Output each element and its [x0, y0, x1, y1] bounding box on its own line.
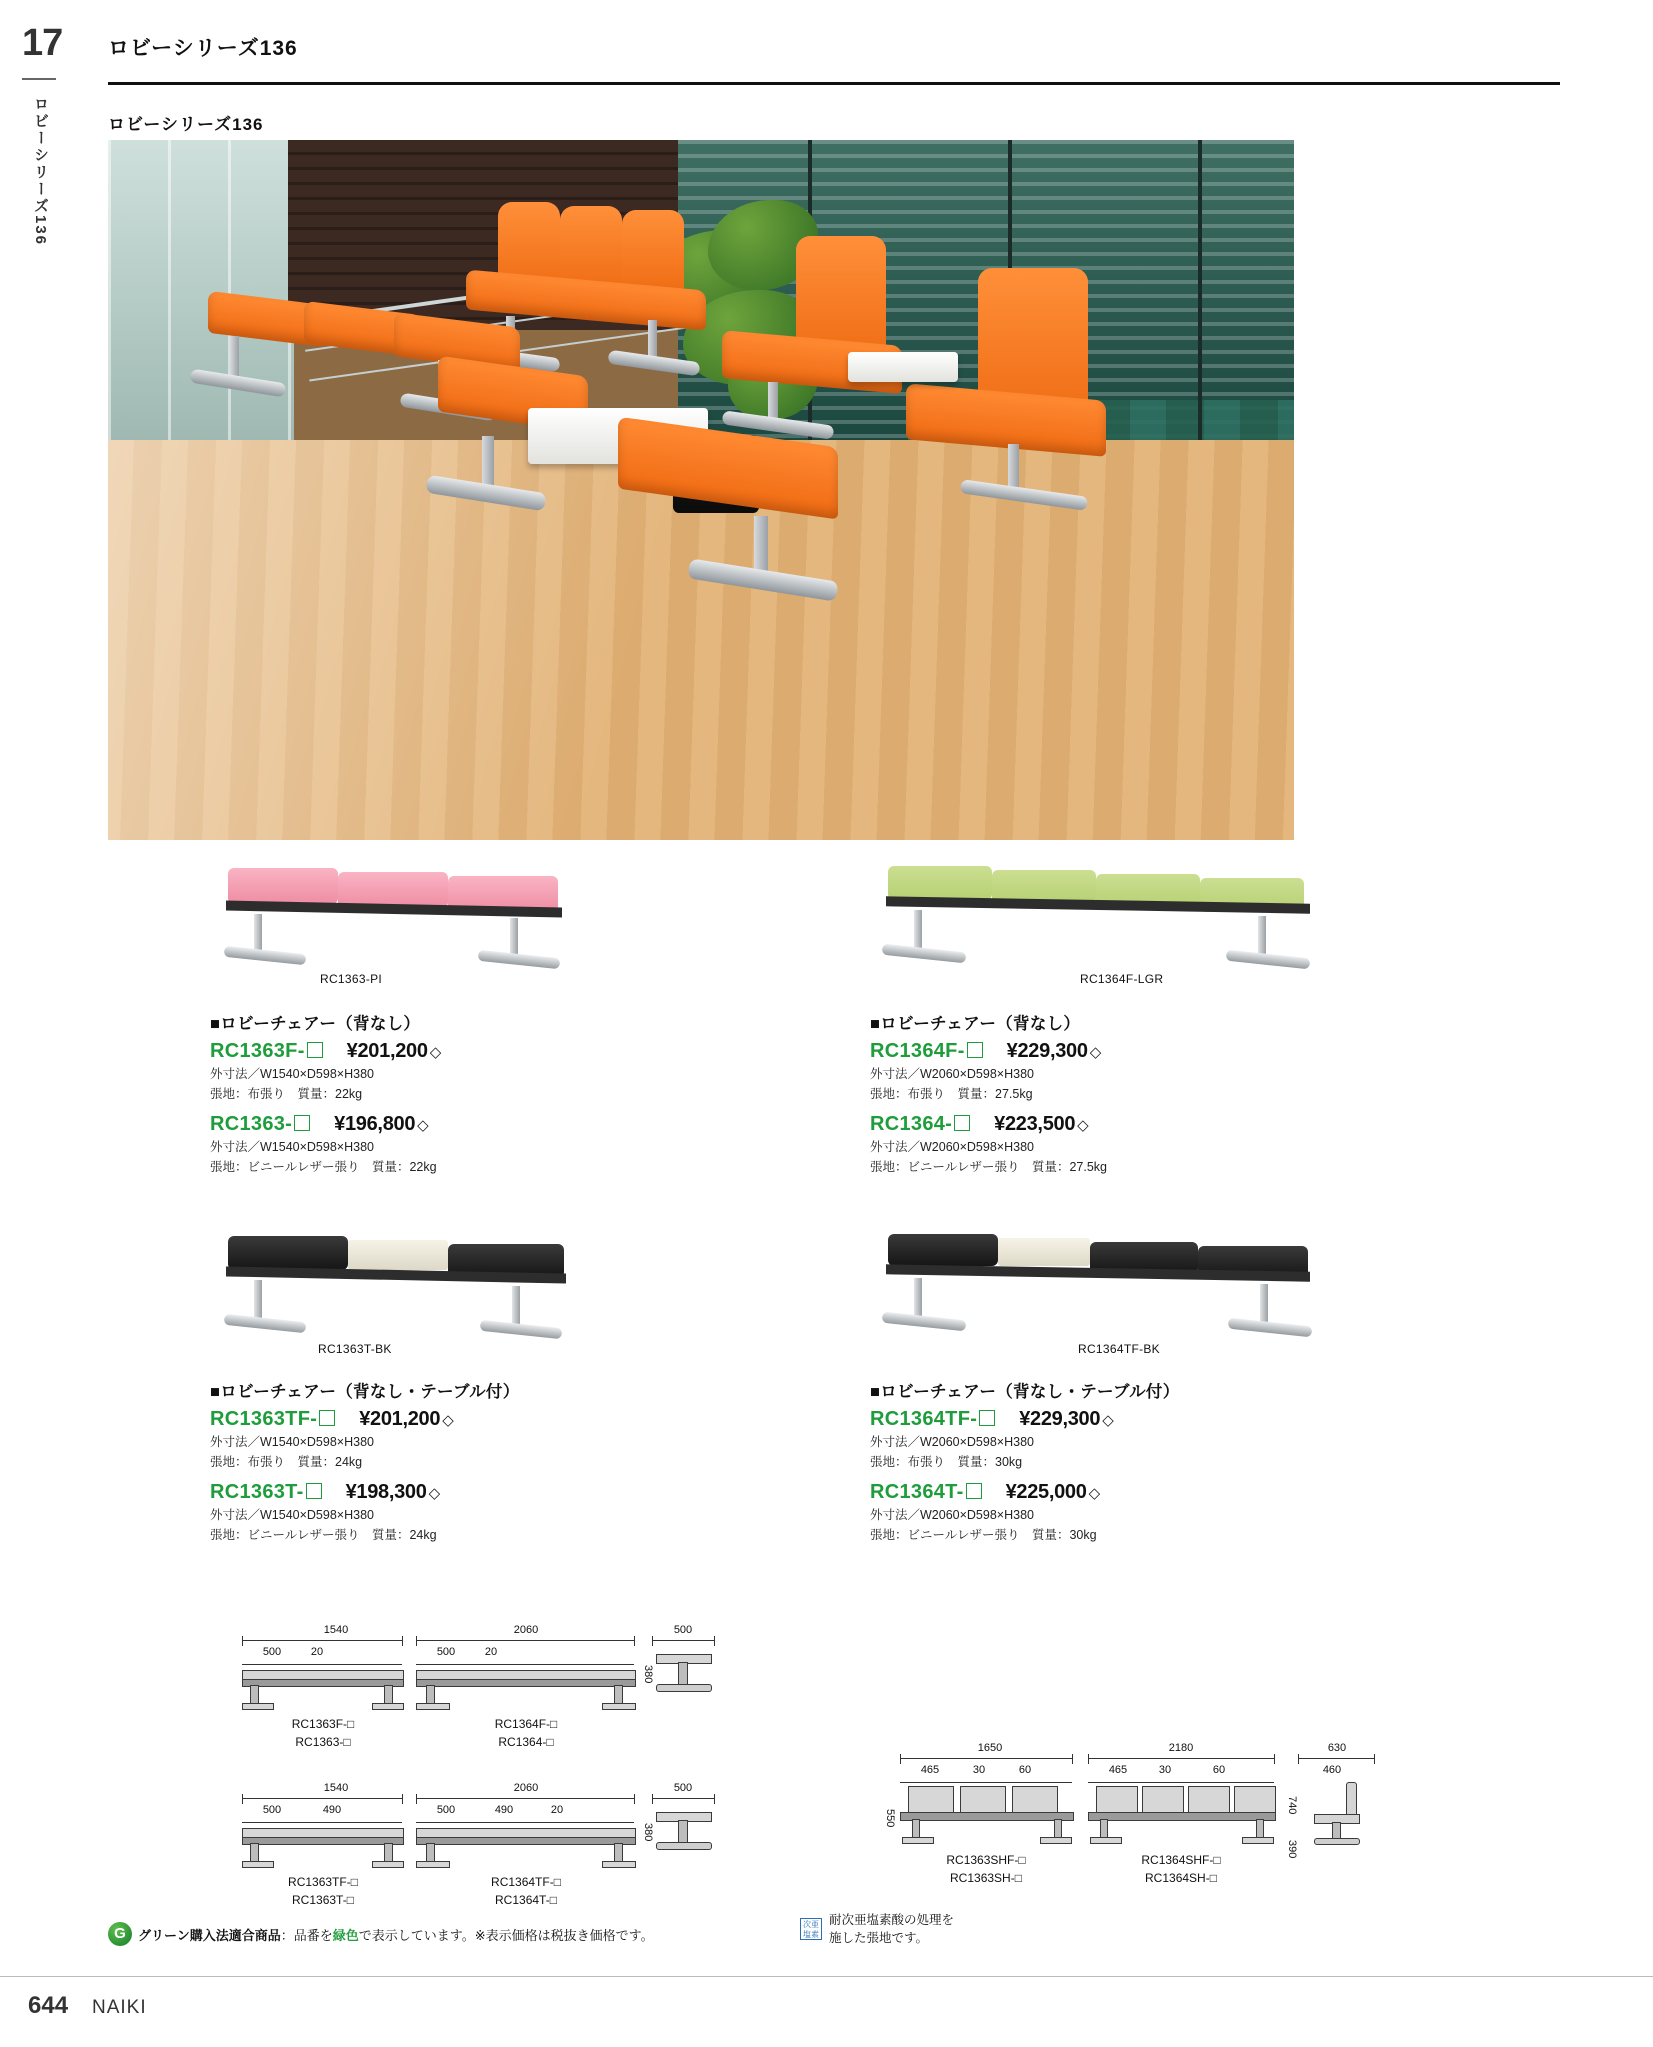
dim-width-3a: 1650	[977, 1742, 1003, 1754]
dim-sub-3b1: 465	[1108, 1764, 1128, 1776]
variant-price-2a: ¥229,300	[1006, 1040, 1088, 1062]
section-title: ロビーシリーズ136	[108, 115, 264, 134]
variant-mat-2b: 張地：ビニールレザー張り 質量：27.5kg	[870, 1160, 1107, 1175]
product-image-2	[870, 862, 1490, 992]
product-block-2	[870, 862, 1490, 1177]
color-select-box	[954, 1115, 970, 1131]
variant-mat-4a: 張地：布張り 質量：30kg	[870, 1455, 1023, 1470]
dim-width-2b: 2060	[513, 1782, 539, 1794]
variant-mat-2a: 張地：布張り 質量：27.5kg	[870, 1087, 1033, 1102]
dim-code-3a-1: RC1363SHF-□	[946, 1853, 1026, 1867]
variant-code-1a: RC1363F-	[210, 1040, 305, 1062]
dim-side-w2-3: 460	[1322, 1764, 1342, 1776]
green-footnote-a: ：品番を	[280, 1928, 333, 1943]
photo-side-table	[848, 352, 958, 382]
tab-divider	[22, 78, 56, 80]
dim-code-3b-2: RC1364SH-□	[1145, 1871, 1217, 1885]
variant-row-1b	[210, 1113, 810, 1136]
dim-side-w-3: 630	[1327, 1742, 1347, 1754]
product-image-code-1: RC1363-PI	[320, 972, 383, 986]
dim-code-3a-2: RC1363SH-□	[950, 1871, 1022, 1885]
dim-sub-2b: 500	[436, 1804, 456, 1816]
dim-width-3b: 2180	[1168, 1742, 1194, 1754]
chlorine-footnote-line1: 耐次亜塩素酸の処理を	[829, 1913, 955, 1927]
color-select-box	[979, 1410, 995, 1426]
dim-code-1b-2: RC1364-□	[498, 1735, 554, 1749]
product-image-1	[210, 862, 810, 992]
product-image-code-2: RC1364F-LGR	[1080, 972, 1164, 986]
dimension-group-3	[884, 1742, 1390, 1902]
chlorine-footnote	[800, 1912, 954, 1947]
variant-dim-1a: 外寸法／W1540×D598×H380	[210, 1067, 374, 1081]
dim-code-1a-2: RC1363-□	[295, 1735, 351, 1749]
header-divider	[108, 82, 1560, 85]
dim-sub-3b3: 60	[1212, 1764, 1226, 1776]
color-select-box	[294, 1115, 310, 1131]
variant-mat-1a: 張地：布張り 質量：22kg	[210, 1087, 363, 1102]
footer-page-number: 644	[28, 1992, 69, 2019]
diamond-mark: ◇	[417, 1117, 429, 1135]
diamond-mark: ◇	[428, 1485, 441, 1503]
variant-code-4b: RC1364T-	[870, 1481, 964, 1504]
dim-code-2a-2: RC1363T-□	[292, 1893, 354, 1907]
photo-glass-wall	[108, 140, 294, 440]
product-image-code-3: RC1363T-BK	[318, 1342, 392, 1356]
hero-photo	[108, 140, 1294, 840]
variant-mat-4b: 張地：ビニールレザー張り 質量：30kg	[870, 1528, 1097, 1543]
green-footnote-b: 緑色	[332, 1928, 359, 1943]
diamond-mark: ◇	[1077, 1117, 1089, 1135]
variant-mat-1b: 張地：ビニールレザー張り 質量：22kg	[210, 1160, 437, 1175]
diamond-mark: ◇	[1102, 1412, 1114, 1429]
dim-side-h2-3: 390	[1286, 1839, 1298, 1859]
variant-mat-3a: 張地：布張り 質量：24kg	[210, 1455, 363, 1470]
dim-sub-3a1: 465	[920, 1764, 940, 1776]
dim-height-3a: 550	[884, 1808, 896, 1828]
dim-side-h-1: 380	[642, 1664, 654, 1684]
product-image-4	[870, 1230, 1490, 1360]
dim-code-1a-1: RC1363F-□	[291, 1717, 355, 1731]
variant-dim-1b: 外寸法／W1540×D598×H380	[210, 1140, 374, 1155]
variant-row-2a	[870, 1040, 1490, 1063]
tab-vertical-label: ロビーシリーズ136	[32, 96, 49, 247]
variant-dim-3b: 外寸法／W1540×D598×H380	[210, 1508, 374, 1523]
dim-sub-1a: 500	[262, 1646, 282, 1658]
dim-sub-3a3: 60	[1018, 1764, 1032, 1776]
variant-mat-3b: 張地：ビニールレザー張り 質量：24kg	[210, 1528, 437, 1543]
chlorine-footnote-line2: 施した張地です。	[829, 1930, 929, 1945]
variant-code-1b: RC1363-	[210, 1113, 293, 1136]
chlorine-resistant-icon: 次亜 塩素	[800, 1918, 822, 1940]
footer-brand: NAIKI	[92, 1997, 147, 2018]
color-select-box	[319, 1410, 335, 1426]
variant-price-2b: ¥223,500	[994, 1113, 1076, 1136]
dim-sub3-2b: 20	[550, 1804, 564, 1816]
product-image-3	[210, 1230, 810, 1360]
variant-dim-4a: 外寸法／W2060×D598×H380	[870, 1435, 1034, 1449]
variant-row-1a	[210, 1040, 810, 1063]
variant-code-4a: RC1364TF-	[870, 1408, 978, 1430]
variant-price-1a: ¥201,200	[346, 1040, 428, 1062]
variant-price-3a: ¥201,200	[359, 1408, 441, 1430]
dim-code-1b-1: RC1364F-□	[494, 1717, 558, 1731]
photo-mullion	[1198, 140, 1202, 470]
variant-code-3b: RC1363T-	[210, 1481, 304, 1504]
dim-sub-3a2: 30	[972, 1764, 986, 1776]
variant-row-3b	[210, 1481, 810, 1504]
dim-sub-1b: 500	[436, 1646, 456, 1658]
variant-dim-2b: 外寸法／W2060×D598×H380	[870, 1140, 1034, 1155]
page-tab	[0, 0, 72, 700]
dim-code-2b-2: RC1364T-□	[495, 1893, 557, 1907]
product-block-3	[210, 1230, 810, 1545]
diamond-mark: ◇	[1089, 1044, 1102, 1061]
variant-dim-3a: 外寸法／W1540×D598×H380	[210, 1435, 374, 1449]
dim-sub2-2a: 490	[322, 1804, 342, 1816]
product-block-1	[210, 862, 810, 1177]
page-title: ロビーシリーズ136	[108, 37, 298, 60]
product-name-4: ■ロビーチェアー（背なし・テーブル付）	[870, 1383, 1180, 1401]
dim-width-1b: 2060	[513, 1624, 539, 1636]
footer-divider	[0, 1976, 1653, 1977]
dim-code-2a-1: RC1363TF-□	[288, 1875, 358, 1889]
dimension-group-2	[228, 1782, 698, 1907]
dim-side-h-3: 740	[1286, 1795, 1298, 1815]
variant-price-4a: ¥229,300	[1019, 1408, 1101, 1430]
green-footnote-c: で表示しています。※表示価格は税抜き価格です。	[358, 1928, 654, 1943]
variant-price-3b: ¥198,300	[345, 1481, 427, 1504]
dim-sub2-1b: 20	[484, 1646, 498, 1658]
product-image-code-4: RC1364TF-BK	[1078, 1342, 1160, 1356]
color-select-box	[967, 1042, 983, 1058]
dim-sub-2a: 500	[262, 1804, 282, 1816]
green-footnote	[108, 1916, 654, 1944]
dim-width-1a: 1540	[323, 1624, 349, 1636]
variant-row-4a	[870, 1408, 1490, 1431]
dim-code-2b-1: RC1364TF-□	[491, 1875, 561, 1889]
variant-row-2b	[870, 1113, 1490, 1136]
dim-sub-3b2: 30	[1158, 1764, 1172, 1776]
diamond-mark: ◇	[442, 1412, 454, 1429]
green-footnote-label: グリーン購入法適合商品	[138, 1928, 281, 1943]
diamond-mark: ◇	[1088, 1485, 1101, 1503]
green-purchase-icon	[108, 1922, 132, 1946]
variant-price-1b: ¥196,800	[334, 1113, 416, 1136]
dim-side-w-1: 500	[673, 1624, 693, 1636]
variant-row-3a	[210, 1408, 810, 1431]
variant-row-4b	[870, 1481, 1490, 1504]
variant-dim-4b: 外寸法／W2060×D598×H380	[870, 1508, 1034, 1523]
variant-price-4b: ¥225,000	[1005, 1481, 1087, 1504]
dim-side-w-2: 500	[673, 1782, 693, 1794]
product-block-4	[870, 1230, 1490, 1545]
dim-sub2-1a: 20	[310, 1646, 324, 1658]
variant-code-3a: RC1363TF-	[210, 1408, 318, 1430]
diamond-mark: ◇	[429, 1044, 442, 1061]
dim-side-h-2: 380	[642, 1822, 654, 1842]
variant-code-2a: RC1364F-	[870, 1040, 965, 1062]
dim-code-3b-1: RC1364SHF-□	[1141, 1853, 1221, 1867]
color-select-box	[307, 1042, 323, 1058]
color-select-box	[966, 1483, 982, 1499]
variant-dim-2a: 外寸法／W2060×D598×H380	[870, 1067, 1034, 1081]
color-select-box	[306, 1483, 322, 1499]
product-name-1: ■ロビーチェアー（背なし）	[210, 1015, 421, 1033]
dim-sub2-2b: 490	[494, 1804, 514, 1816]
dimension-group-1	[228, 1624, 698, 1749]
product-name-2: ■ロビーチェアー（背なし）	[870, 1015, 1081, 1033]
dim-width-2a: 1540	[323, 1782, 349, 1794]
product-name-3: ■ロビーチェアー（背なし・テーブル付）	[210, 1383, 520, 1401]
page-number: 17	[22, 22, 63, 64]
variant-code-2b: RC1364-	[870, 1113, 953, 1136]
